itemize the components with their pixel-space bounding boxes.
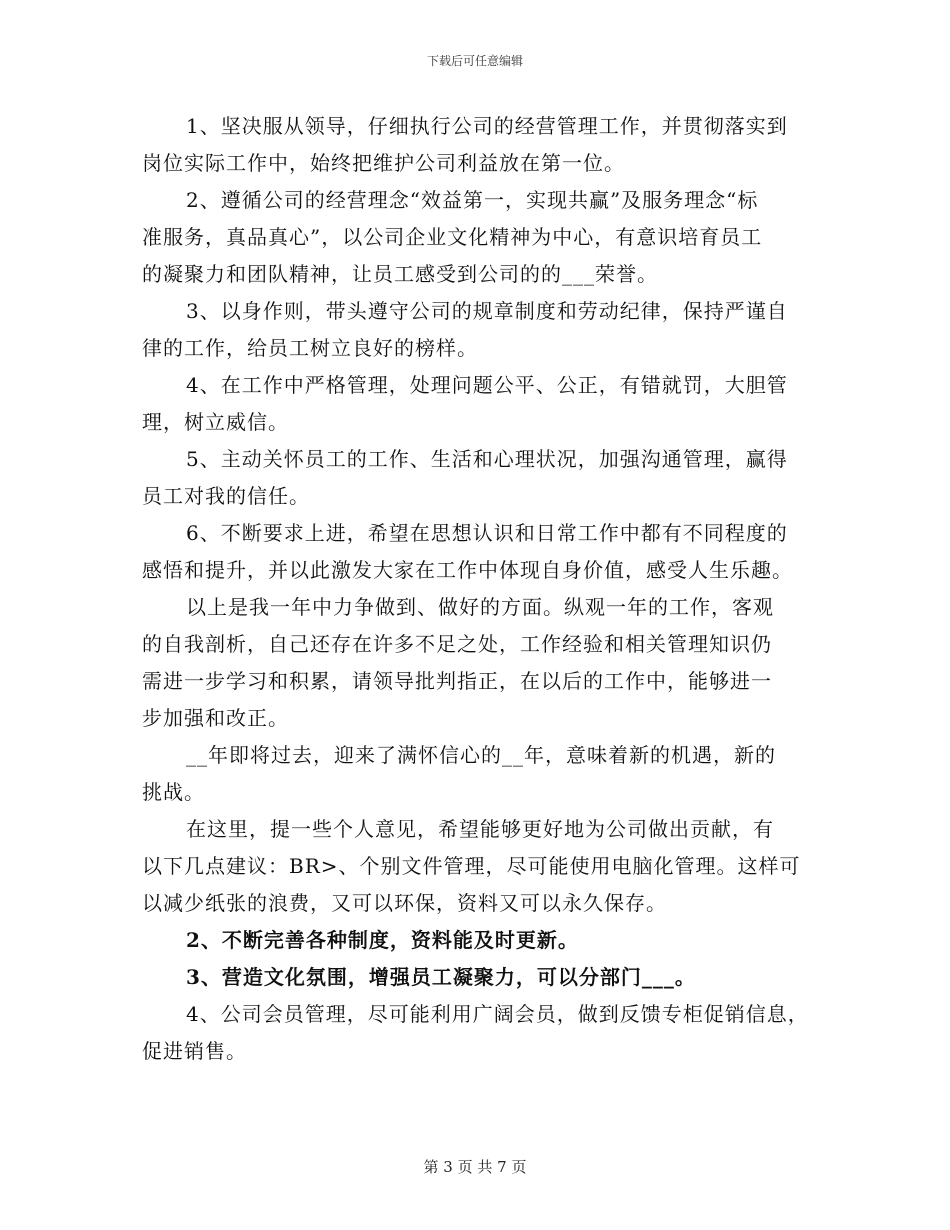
page-header: 下载后可任意编辑 <box>426 54 523 68</box>
paragraph-line: 2、遵循公司的经营理念“效益第一，实现共赢”及服务理念“标 <box>186 188 759 212</box>
paragraph-line: 准服务，真品真心”，以公司企业文化精神为中心，有意识培育员工 <box>142 225 763 249</box>
paragraph-line: 律的工作，给员工树立良好的榜样。 <box>142 336 478 360</box>
paragraph-line: 以下几点建议：BR>、个别文件管理，尽可能使用电脑化管理。这样可 <box>142 854 801 878</box>
page-footer: 第 3 页 共 7 页 <box>423 1158 527 1176</box>
paragraph <box>142 922 814 959</box>
paragraph <box>142 959 814 996</box>
paragraph <box>142 811 814 922</box>
paragraph-line: 理，树立威信。 <box>142 410 289 434</box>
paragraph-line: 挑战。 <box>142 780 205 804</box>
paragraph-line: 在这里，提一些个人意见，希望能够更好地为公司做出贡献，有 <box>186 817 774 841</box>
paragraph-line: 员工对我的信任。 <box>142 484 310 508</box>
paragraph-line: 岗位实际工作中，始终把维护公司利益放在第一位。 <box>142 151 625 175</box>
paragraph-line: 3、营造文化氛围，增强员工凝聚力，可以分部门___。 <box>186 965 696 989</box>
paragraph <box>142 108 814 182</box>
paragraph-line: 4、在工作中严格管理，处理问题公平、公正，有错就罚，大胆管 <box>186 373 788 397</box>
paragraph <box>142 996 814 1070</box>
paragraph <box>142 441 814 515</box>
paragraph-line: 感悟和提升，并以此激发大家在工作中体现自身价值，感受人生乐趣。 <box>142 558 793 582</box>
paragraph-line: 以减少纸张的浪费，又可以环保，资料又可以永久保存。 <box>142 891 667 915</box>
paragraph-line: 4、公司会员管理，尽可能利用广阔会员，做到反馈专柜促销信息， <box>186 1002 809 1026</box>
paragraph <box>142 182 814 293</box>
paragraph-line: 1、坚决服从领导，仔细执行公司的经营管理工作，并贯彻落实到 <box>186 114 788 138</box>
paragraph-line: 需进一步学习和积累，请领导批判指正，在以后的工作中，能够进一 <box>142 669 772 693</box>
paragraph-line: 步加强和改正。 <box>142 706 289 730</box>
document-body <box>142 108 814 1070</box>
paragraph <box>142 589 814 737</box>
paragraph <box>142 737 814 811</box>
paragraph-line: 以上是我一年中力争做到、做好的方面。纵观一年的工作，客观 <box>186 595 774 619</box>
paragraph <box>142 367 814 441</box>
paragraph-line: 5、主动关怀员工的工作、生活和心理状况，加强沟通管理，赢得 <box>186 447 788 471</box>
paragraph-line: 3、以身作则，带头遵守公司的规章制度和劳动纪律，保持严谨自 <box>186 299 788 323</box>
paragraph-line: 2、不断完善各种制度，资料能及时更新。 <box>186 928 579 952</box>
paragraph-line: 的凝聚力和团队精神，让员工感受到公司的的___荣誉。 <box>142 262 658 286</box>
paragraph-line: 促进销售。 <box>142 1039 247 1063</box>
paragraph-line: 的自我剖析，自己还存在许多不足之处，工作经验和相关管理知识仍 <box>142 632 772 656</box>
paragraph <box>142 515 814 589</box>
paragraph-line: __年即将过去，迎来了满怀信心的__年，意味着新的机遇，新的 <box>186 743 776 767</box>
paragraph-line: 6、不断要求上进，希望在思想认识和日常工作中都有不同程度的 <box>186 521 788 545</box>
paragraph <box>142 293 814 367</box>
